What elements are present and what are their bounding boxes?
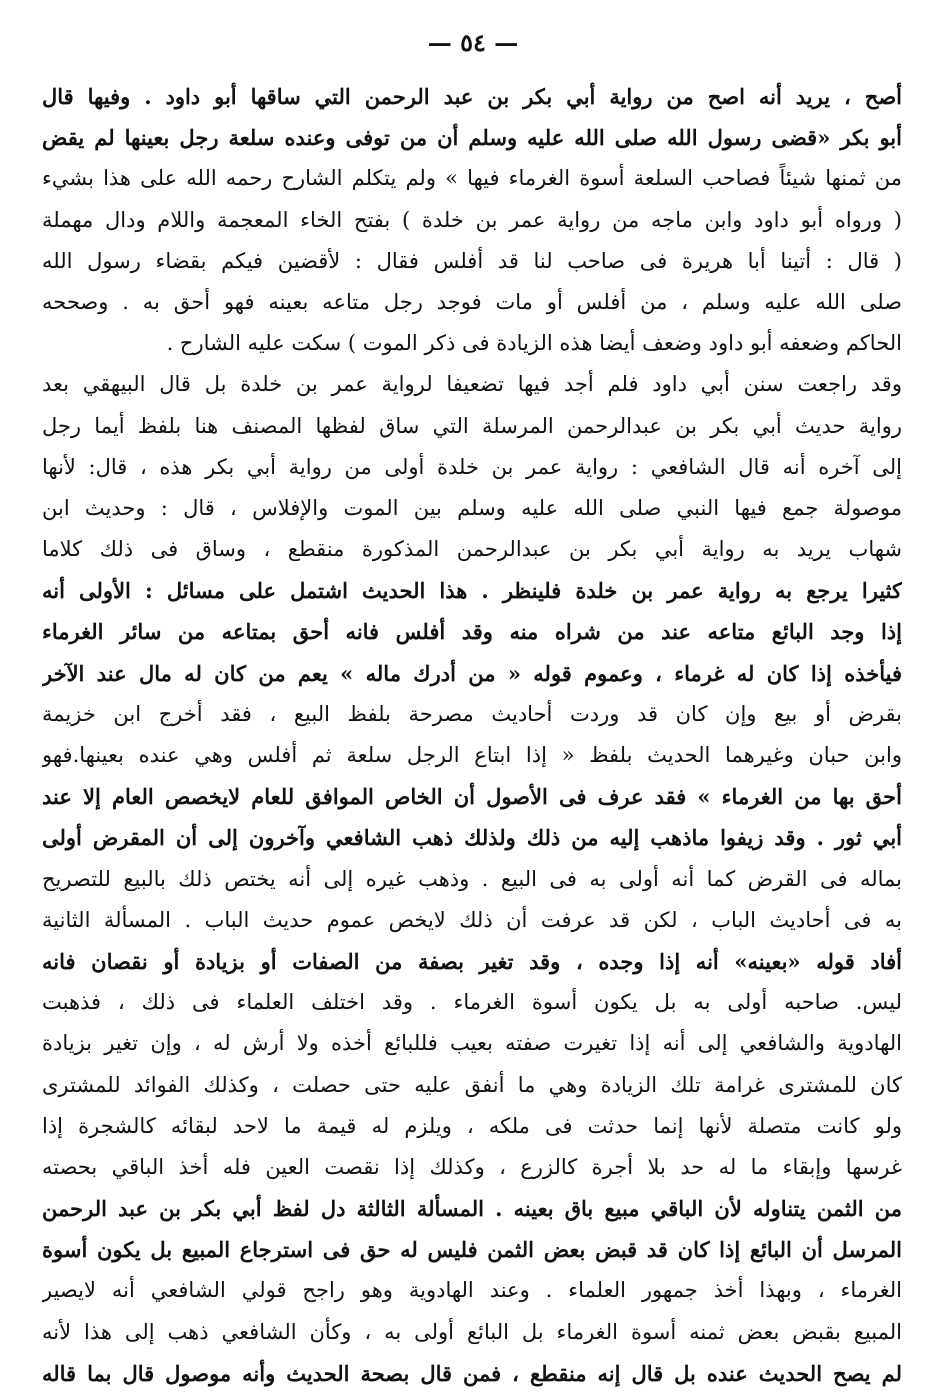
text-line: غرسها وإبقاء ما له حد بلا أجرة كالزرع ، وكذلك إذا نقصت العين فله أخذ الباقي بحصته <box>42 1154 902 1179</box>
text-line: من الثمن يتناوله لأن الباقي مبيع باق بعينه . المسألة الثالثة دل لفظ أبي بكر بن عبد الرحمن <box>42 1196 902 1222</box>
text-line: المبيع بقبض بعض ثمنه أسوة الغرماء بل البائع أولى به ، وكأن الشافعي ذهب إلى هذا لأنه <box>42 1319 902 1344</box>
text-line: ( قال : أتينا أبا هريرة فى صاحب لنا قد أفلس فقال : لأقضين فيكم بقضاء رسول الله <box>42 248 902 273</box>
text-line: بقرض أو بيع وإن كان قد وردت أحاديث مصرحة بلفظ البيع ، فقد أخرج ابن خزيمة <box>42 701 902 726</box>
text-line: الحاكم وضعفه أبو داود وضعف أيضا هذه الزيادة فى ذكر الموت ) سكت عليه الشارح . <box>166 331 902 356</box>
text-line: به فى أحاديث الباب ، لكن قد عرفت أن ذلك لايخص عموم حديث الباب . المسألة الثانية <box>42 907 902 932</box>
text-line: بماله فى القرض كما أنه أولى به فى البيع . وذهب غيره إلى أنه يختص ذلك بالبيع للتصريح <box>42 866 902 891</box>
text-line: من ثمنها شيئاً فصاحب السلعة أسوة الغرماء فيها » ولم يتكلم الشارح رحمه الله على هذا بشيء <box>42 166 902 191</box>
text-line: شهاب يريد به رواية أبي بكر بن عبدالرحمن المذكورة منقطع ، وساق فى ذلك كلاما <box>42 537 902 562</box>
text-line: الهادوية والشافعي إلى أنه إذا تغيرت صفته بعيب فللبائع أخذه ولا أرش له ، وإن تغير بزيادة <box>42 1031 902 1056</box>
text-line: صلى الله عليه وسلم ، من أفلس أو مات فوجد رجل متاعه بعينه فهو أحق به . وصححه <box>42 289 902 314</box>
text-line: المرسل أن البائع إذا كان قد قبض بعض الثمن فليس له حق فى استرجاع المبيع بل يكون أسوة <box>42 1237 902 1263</box>
text-line: أصح ، يريد أنه اصح من رواية أبي بكر بن عبد الرحمن التي ساقها أبو داود . وفيها قال <box>42 84 902 109</box>
text-line: إذا وجد البائع متاعه عند من شراه منه وقد أفلس فانه أحق بمتاعه من سائر الغرماء <box>42 619 902 645</box>
text-line: لم يصح الحديث عنده بل قال إنه منقطع ، فمن قال بصحة الحديث وأنه موصول قال بما قاله <box>42 1360 902 1386</box>
text-line: ليس. صاحبه أولى به بل يكون أسوة الغرماء . وقد اختلف العلماء فى ذلك ، فذهبت <box>42 990 902 1015</box>
text-line: أحق بها من الغرماء » فقد عرف فى الأصول أن الخاص الموافق للعام لايخصص العام إلا عند <box>42 784 902 810</box>
text-line: وابن حبان وغيرهما الحديث بلفظ « إذا ابتاع الرجل سلعة ثم أفلس وهي عنده بعينها.فهو <box>42 743 902 767</box>
text-line: أفاد قوله «بعينه» أنه إذا وجده ، وقد تغير بصفة من الصفات أو بزيادة أو نقصان فانه <box>42 948 902 974</box>
text-line: فيأخذه إذا كان له غرماء ، وعموم قوله « من أدرك ماله » يعم من كان له مال عند الآخر <box>42 660 902 686</box>
text-line: ( ورواه أبو داود وابن ماجه من رواية عمر بن خلدة ) بفتح الخاء المعجمة واللام ودال مهملة <box>42 207 902 232</box>
page-number: — ٥٤ — <box>427 28 519 57</box>
text-line: رواية حديث أبي بكر بن عبدالرحمن المرسلة التي ساق لفظها المصنف هنا بلفظ أيما رجل <box>42 413 902 438</box>
body-text <box>42 76 902 1394</box>
text-line: إلى آخره أنه قال الشافعي : رواية عمر بن خلدة أولى من رواية أبي بكر هذه ، قال: لأنها <box>42 454 902 479</box>
text-line: كثيرا يرجع به رواية عمر بن خلدة فلينظر . هذا الحديث اشتمل على مسائل : الأولى أنه <box>42 578 902 604</box>
text-line: كان للمشترى غرامة تلك الزيادة وهي ما أنفق عليه حتى حصلت ، وكذلك الفوائد للمشترى <box>42 1072 902 1097</box>
text-line: أبو بكر «قضى رسول الله صلى الله عليه وسلم أن من توفى وعنده سلعة رجل بعينها لم يقض <box>42 125 902 151</box>
text-line: ولو كانت متصلة لأنها إنما حدثت فى ملكه ، ويلزم له قيمة ما لاحد لبقائه كالشجرة إذا <box>42 1113 902 1138</box>
text-line: موصولة جمع فيها النبي صلى الله عليه وسلم بين الموت والإفلاس ، قال : وحديث ابن <box>42 495 902 520</box>
text-line: الغرماء ، وبهذا أخذ جمهور العلماء . وعند الهادوية وهو راجح قولي الشافعي أنه لايصير <box>42 1278 902 1303</box>
text-line: أبي ثور . وقد زيفوا ماذهب إليه من ذلك ولذلك ذهب الشافعي وآخرون إلى أن المقرض أولى <box>42 825 902 851</box>
text-line: وقد راجعت سنن أبي داود فلم أجد فيها تضعيفا لرواية عمر بن خلدة بل قال البيهقي بعد <box>42 372 902 397</box>
